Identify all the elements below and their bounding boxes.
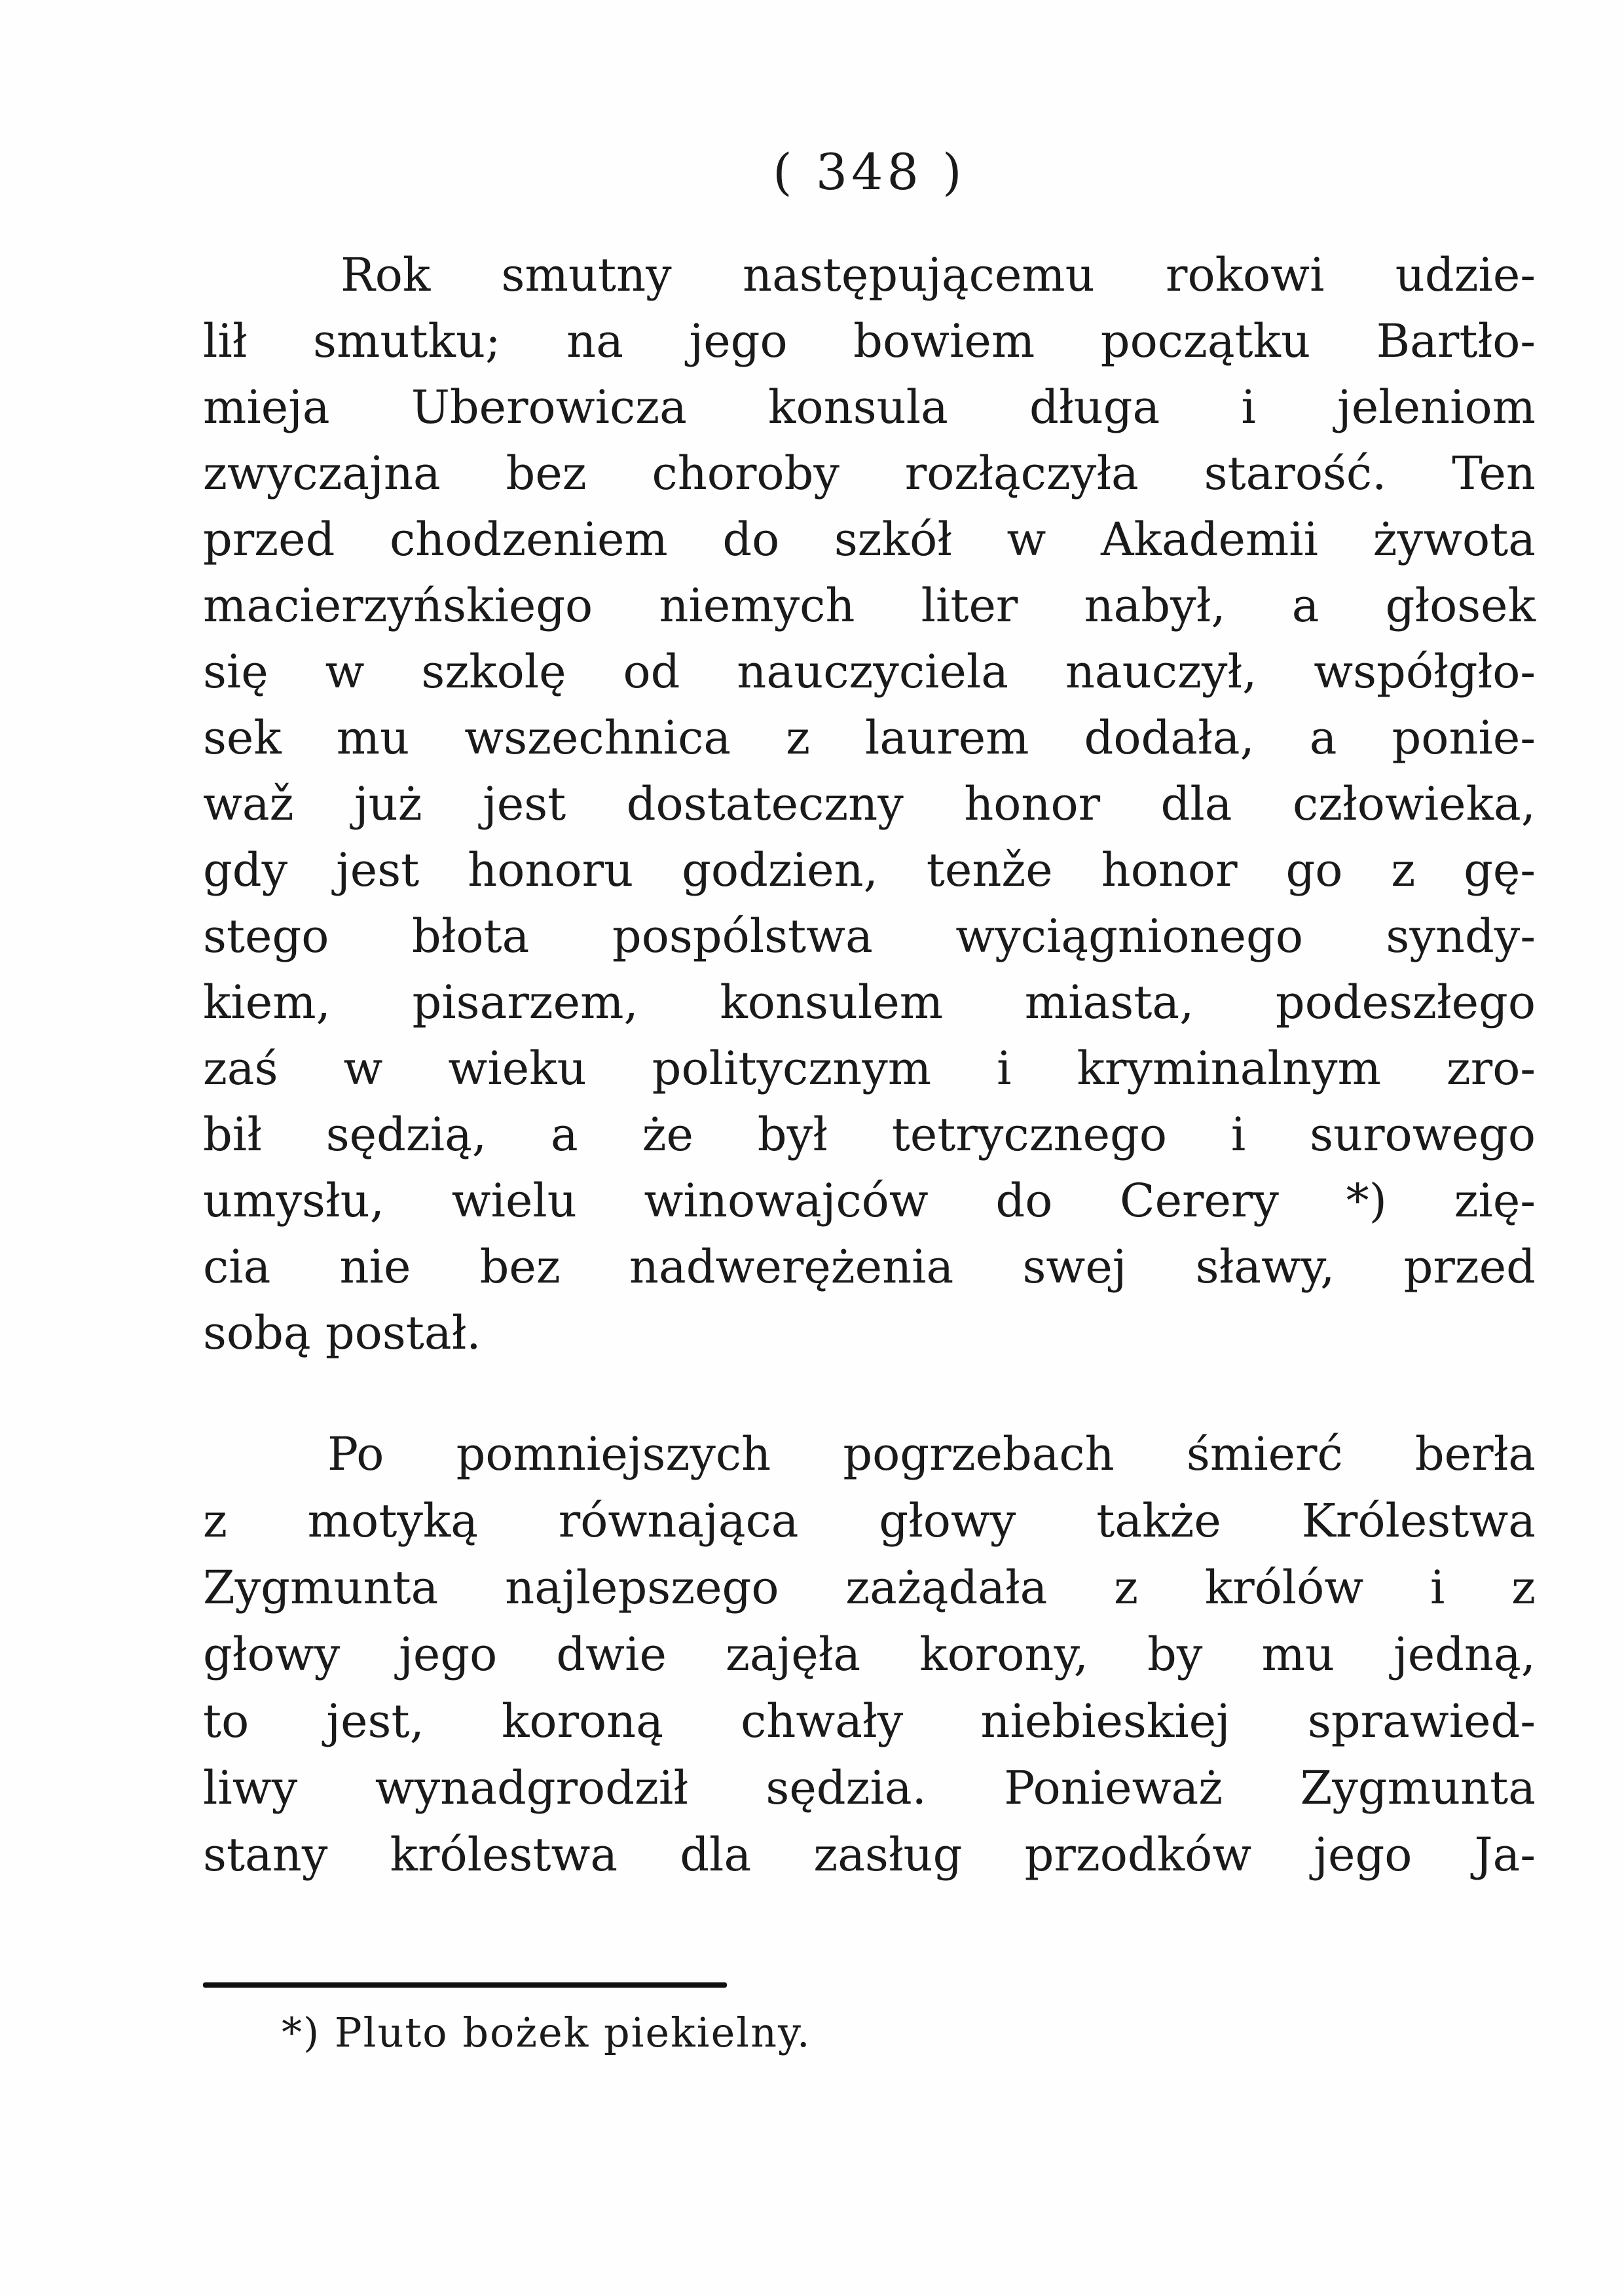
text-line: głowy jego dwie zajęła korony, by mu jedną,	[203, 1628, 1536, 1681]
text-line: sek mu wszechnica z laurem dodała, a ponie-	[203, 711, 1536, 765]
text-line: macierzyńskiego niemych liter nabył, a głosek	[203, 579, 1536, 632]
footnote: *) Pluto bożek piekielny.	[282, 2009, 811, 2056]
text-line: to jest, koroną chwały niebieskiej sprawied-	[203, 1694, 1536, 1748]
text-line: gdy jest honoru godzien, tenže honor go z gę-	[203, 843, 1536, 897]
text-line: zwyczajna bez choroby rozłączyła starość. Ten	[203, 446, 1536, 500]
paragraph-1	[203, 242, 1536, 1366]
text-line: lił smutku; na jego bowiem początku Bartło-	[203, 314, 1536, 368]
text-line: cia nie bez nadwerężenia swej sławy, przed	[203, 1240, 1536, 1294]
text-line: z motyką równająca głowy także Królestwa	[203, 1494, 1536, 1548]
footnote-divider	[203, 1982, 727, 1988]
text-line: mieja Uberowicza konsula długa i jeleniom	[203, 380, 1536, 434]
text-line: Po pomniejszych pogrzebach śmierć berła	[327, 1427, 1536, 1481]
text-line: sobą postał.	[203, 1306, 481, 1360]
text-line: umysłu, wielu winowajców do Cerery *) zię-	[203, 1174, 1536, 1228]
text-line: przed chodzeniem do szkół w Akademii żywota	[203, 513, 1536, 566]
text-line: się w szkolę od nauczyciela nauczył, współgło-	[203, 645, 1536, 699]
text-line: stany królestwa dla zasług przodków jego Ja-	[203, 1828, 1536, 1882]
text-line: bił sędzią, a że był tetrycznego i surowego	[203, 1108, 1536, 1161]
paragraph-2	[203, 1421, 1536, 1888]
text-line: Zygmunta najlepszego zażądała z królów i z	[203, 1561, 1536, 1614]
text-line: stego błota pospólstwa wyciągnionego syndy-	[203, 909, 1536, 963]
page-number: ( 348 )	[773, 143, 966, 201]
text-line: Rok smutny następującemu rokowi udzie-	[341, 248, 1536, 302]
text-line: waž już jest dostateczny honor dla człowieka,	[203, 777, 1536, 831]
text-line: kiem, pisarzem, konsulem miasta, podeszłego	[203, 975, 1536, 1029]
text-line: liwy wynadgrodził sędzia. Ponieważ Zygmunta	[203, 1761, 1536, 1815]
text-line: zaś w wieku politycznym i kryminalnym zro-	[203, 1042, 1536, 1095]
